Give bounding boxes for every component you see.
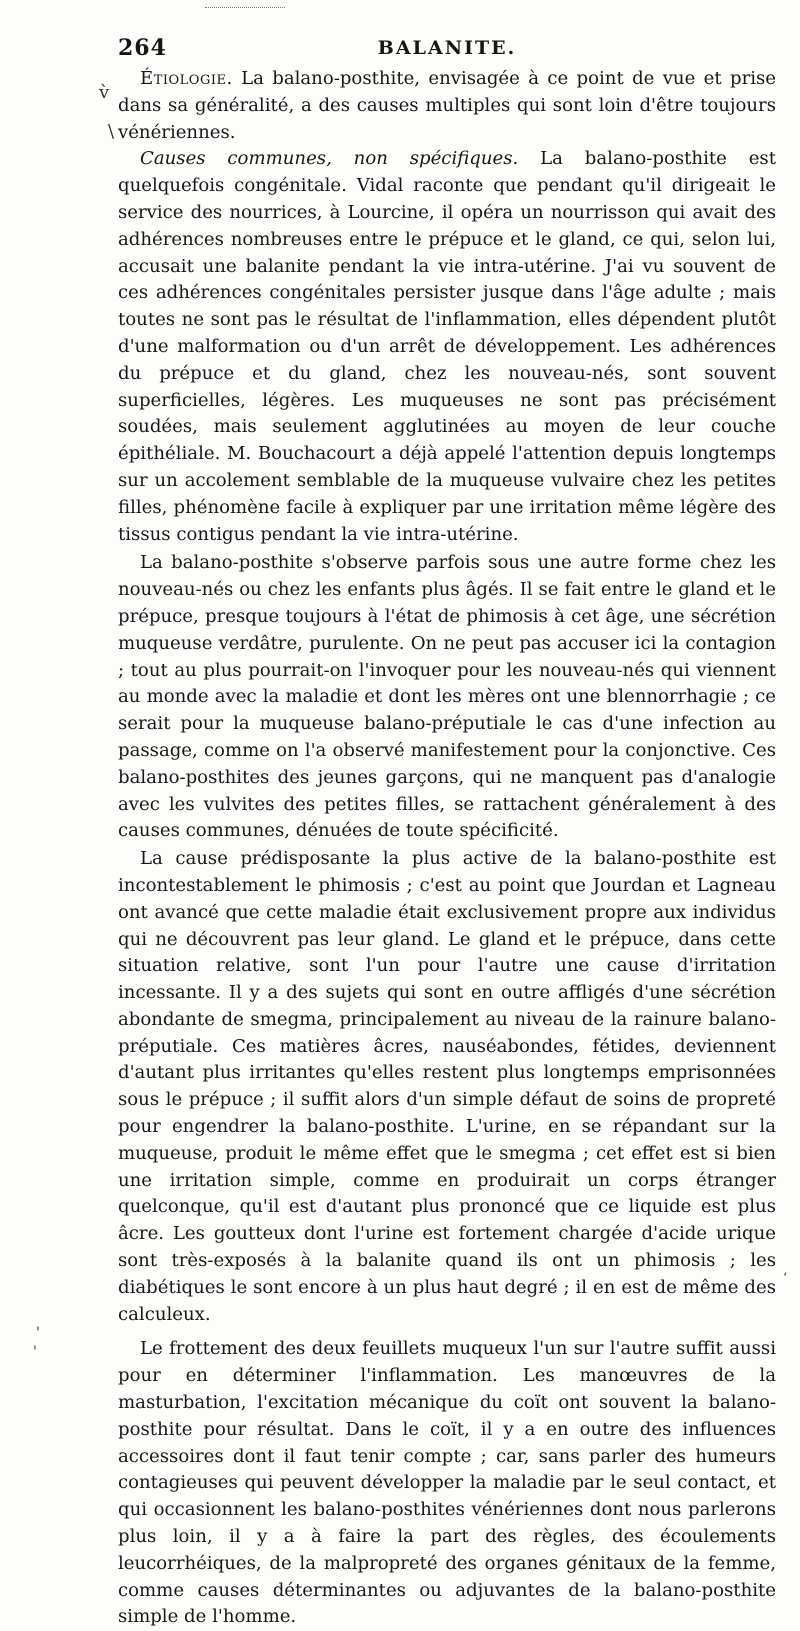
margin-mark: ʻ (783, 1271, 788, 1286)
paragraph-causes-communes (118, 146, 776, 548)
section-heading-etiologie: Étiologie. (140, 68, 233, 89)
margin-mark: \ (108, 121, 115, 142)
running-title: BALANITE. (377, 37, 517, 59)
paragraph-etiologie (118, 66, 776, 146)
header-ornament-rule (205, 7, 285, 8)
paragraph-text: La balano-posthite, envisagée à ce point de vue et prise dans sa généralité, a des causes multiples qui sont loin d'être toujours vénériennes. (118, 68, 776, 143)
paragraph-text: La balano-posthite s'observe parfois sous une autre forme chez les nouveau-nés ou chez les enfants plus âgés. Il se fait entre le gland et le prépuce, presque toujours à l'état de phimosis à cet âge, une sécrétion muqueuse verdâtre, purulente. On ne peut pas accuser ici la contagion ; tout au plus pourrait-on l'invoquer pour les nouveau-nés qui viennent au monde avec la maladie et dont les mères ont une blennorrhagie ; ce serait pour la muqueuse balano-préputiale le cas d'une infection au passage, comme on l'a observé manifestement pour la conjonctive. Ces balano-posthites des jeunes garçons, qui ne manquent pas d'analogie avec les vulvites des petites filles, se rattachent généralement à des causes communes, dénuées de toute spécificité. (118, 552, 776, 842)
page-number: 264 (118, 35, 167, 61)
paragraph-nouveau-nes (118, 550, 776, 845)
paragraph-text: Le frottement des deux feuillets muqueux l'un sur l'autre suffit aussi pour en déterminer l'inflammation. Les manœuvres de la masturbation, l'excitation mécanique du coït ont souvent la balano-posthite pour résultat. Dans le coït, il y a en outre des influences accessoires dont il faut tenir compte ; car, sans parler des humeurs contagieuses qui peuvent développer la maladie par le seul contact, et qui occasionnent les balano-posthites vénériennes dont nous parlerons plus loin, il y a à faire la part des règles, des écoulements leucorrhéiques, de la malpropreté des organes génitaux de la femme, comme causes déterminantes ou adjuvantes de la balano-posthite simple de l'homme. (118, 1338, 776, 1628)
running-header (118, 35, 776, 65)
paragraph-text: La cause prédisposante la plus active de la balano-posthite est incontestablement le phimosis ; c'est au point que Jourdan et Lagneau ont avancé que cette maladie était exclusivement propre aux individus qui ne découvrent pas leur gland. Le gland et le prépuce, dans cette situation relative, sont l'un pour l'autre une cause d'irritation incessante. Il y a des sujets qui sont en outre affligés d'une sécrétion abondante de smegma, principalement au niveau de la rainure balano-préputiale. Ces matières âcres, nauséabondes, fétides, deviennent d'autant plus irritantes qu'elles restent plus longtemps emprisonnées sous le prépuce ; il suffit alors d'un simple défaut de soins de propreté pour engendrer la balano-posthite. L'urine, en se répandant sur la muqueuse, produit le même effet que le smegma ; cet effet est si bien une irritation simple, comme en produirait un corps étranger quelconque, qu'il est d'autant plus prononcé que ce liquide est plus âcre. Les goutteux dont l'urine est fortement chargée d'acide urique sont très-exposés à la balanite quand ils ont un phimosis ; les diabétiques le sont encore à un plus haut degré ; il en est de même des calculeux. (118, 848, 776, 1325)
section-heading-causes-communes: Causes communes, non spécifiques. (140, 148, 519, 170)
paragraph-phimosis (118, 846, 776, 1328)
margin-mark: ' (33, 1344, 37, 1360)
margin-mark: ' (36, 1325, 40, 1341)
body-text (118, 66, 776, 1631)
margin-mark: v̀ (99, 82, 110, 103)
paragraph-text: La balano-posthite est quelquefois congénitale. Vidal raconte que pendant qu'il dirigeait le service des nourrices, à Lourcine, il opéra un nourrisson qui avait des adhérences nombreuses entre le prépuce et le gland, ce qui, selon lui, accusait une balanite pendant la vie intra-utérine. J'ai vu souvent de ces adhérences congénitales persister jusque dans l'âge adulte ; mais toutes ne sont pas le résultat de l'inflammation, elles dépendent plutôt d'une malformation ou d'un arrêt de développement. Les adhérences du prépuce et du gland, chez les nouveau-nés, sont souvent superficielles, légères. Les muqueuses ne sont pas précisément soudées, mais seulement agglutinées au moyen de leur couche épithéliale. M. Bouchacourt a déjà appelé l'attention depuis longtemps sur un accolement semblable de la muqueuse vulvaire chez les petites filles, phénomène facile à expliquer par une irritation même légère des tissus contigus pendant la vie intra-utérine. (118, 148, 776, 545)
paragraph-frottement (118, 1336, 776, 1631)
